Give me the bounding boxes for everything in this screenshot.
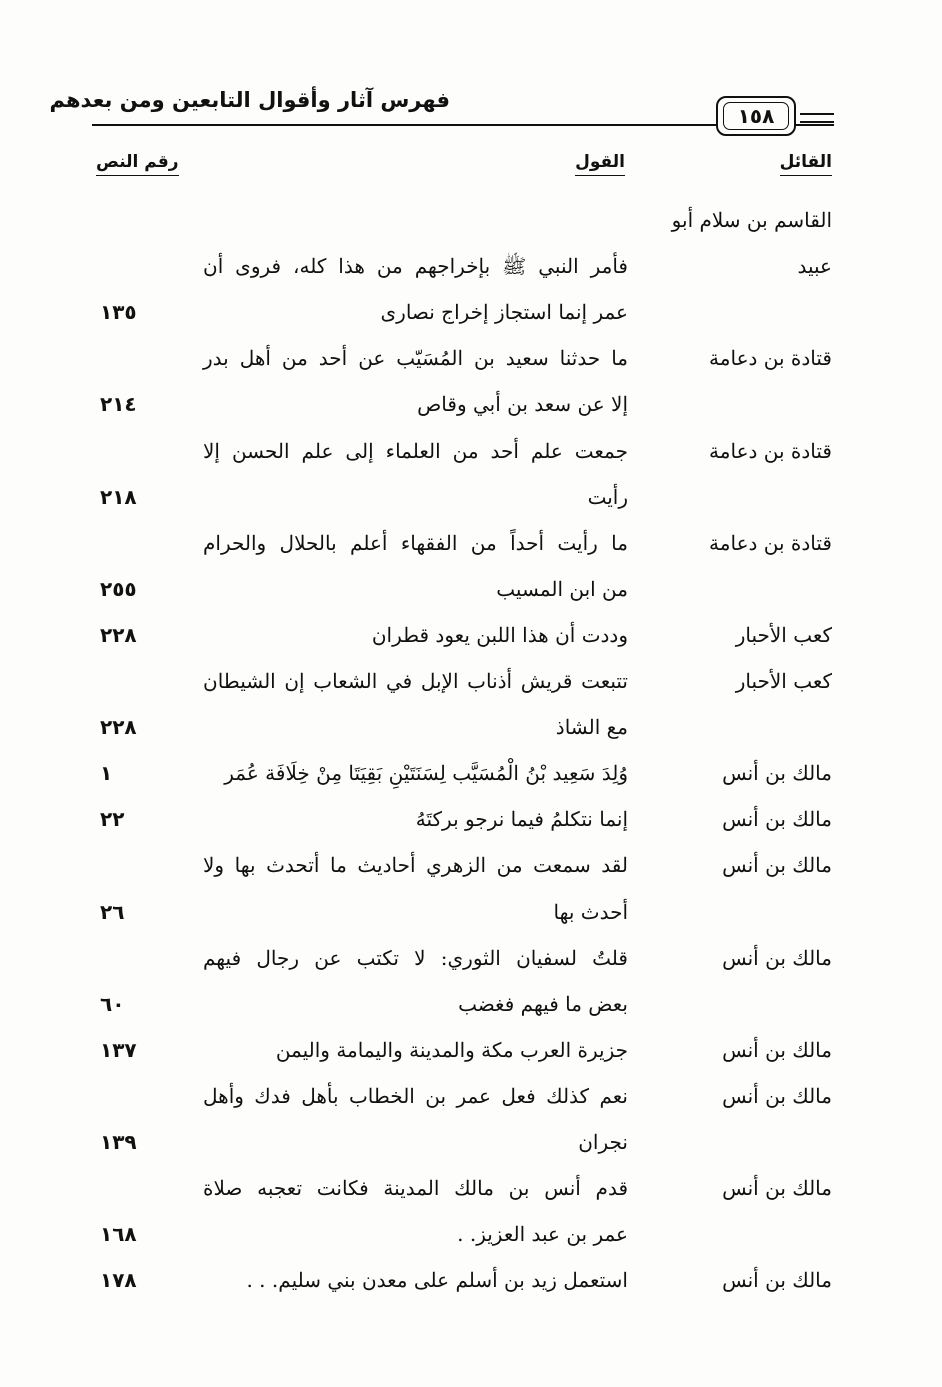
entry-saying: جمعت علم أحد من العلماء إلى علم الحسن إلا (203, 438, 628, 463)
entry-number: ٢١٤ (100, 392, 137, 417)
entry-number: ١٣٥ (100, 300, 137, 325)
entry-saying: قدم أنس بن مالك المدينة فكانت تعجبه صلاة (203, 1176, 628, 1201)
page-number: ١٥٨ (723, 102, 789, 130)
entry-saying: عمر إنما استجاز إخراج نصارى (380, 300, 628, 325)
entry-saying: عمر بن عبد العزيز. . (457, 1222, 628, 1247)
entry-number: ١ (100, 761, 113, 786)
entry-saying: تتبعت قريش أذناب الإبل في الشعاب إن الشيطان (203, 669, 628, 693)
column-header-number: رقم النص (96, 152, 179, 176)
entry-saying: إنما نتكلمُ فيما نرجو بركتَهُ (415, 807, 628, 832)
entry-number: ٢٢٨ (100, 715, 137, 740)
entry-saying: إلا عن سعد بن أبي وقاص (417, 392, 628, 417)
entry-speaker: مالك بن أنس (722, 761, 832, 786)
entry-speaker: عبيد (797, 254, 832, 279)
entry-number: ٦٠ (100, 991, 125, 1016)
entry-speaker: مالك بن أنس (722, 1268, 832, 1293)
column-header-speaker: القائل (780, 152, 832, 176)
entry-number: ٢٢ (100, 807, 125, 832)
entry-number: ١٣٧ (100, 1037, 137, 1062)
entry-number: ٢١٨ (100, 484, 137, 509)
page-number-frame (716, 96, 796, 136)
entry-saying: وددت أن هذا اللبن يعود قطران (371, 622, 628, 647)
entry-speaker: القاسم بن سلام أبو (671, 208, 832, 232)
entry-speaker: مالك بن أنس (722, 1176, 832, 1201)
entry-saying: استعمل زيد بن أسلم على معدن بني سليم. . . (246, 1268, 628, 1293)
entry-saying: نعم كذلك فعل عمر بن الخطاب بأهل فدك وأهل (203, 1083, 628, 1108)
entry-number: ٢٥٥ (100, 576, 137, 601)
entry-speaker: مالك بن أنس (722, 1037, 832, 1062)
entry-speaker: كعب الأحبار (735, 622, 832, 647)
header-rule-double-top (800, 113, 834, 115)
running-title: فهرس آثار وأقوال التابعين ومن بعدهم (49, 88, 450, 112)
entry-saying: وُلِدَ سَعِيد بْنُ الْمُسَيَّب لِسَنَتَيْنِ بَقِيَتَا مِنْ خِلَافَة عُمَر (224, 761, 628, 786)
entry-saying: ما حدثنا سعيد بن المُسَيّب عن أحد من أهل بدر (203, 346, 628, 371)
entry-speaker: مالك بن أنس (722, 945, 832, 970)
column-header-saying: القول (575, 152, 625, 176)
entry-saying: نجران (578, 1130, 628, 1154)
entry-saying: قلتُ لسفيان الثوري: لا تكتب عن رجال فيهم (203, 945, 628, 970)
entry-saying: لقد سمعت من الزهري أحاديث ما أتحدث بها ولا (203, 853, 628, 878)
entry-number: ٢٢٨ (100, 622, 137, 647)
entry-saying: رأيت (587, 484, 628, 509)
entry-number: ٢٦ (100, 899, 125, 924)
entry-speaker: كعب الأحبار (735, 669, 832, 693)
entry-speaker: مالك بن أنس (722, 853, 832, 878)
entry-speaker: قتادة بن دعامة (709, 530, 832, 555)
entry-number: ١٣٩ (100, 1130, 137, 1154)
entry-speaker: قتادة بن دعامة (709, 438, 832, 463)
entry-speaker: مالك بن أنس (722, 1083, 832, 1108)
entry-number: ١٦٨ (100, 1222, 137, 1247)
entry-speaker: مالك بن أنس (722, 807, 832, 832)
entry-saying: جزيرة العرب مكة والمدينة واليمامة واليمن (275, 1037, 628, 1062)
entry-saying: بعض ما فيهم فغضب (458, 991, 628, 1016)
entry-saying: فأمر النبي ﷺ بإخراجهم من هذا كله، فروى أن (203, 254, 628, 279)
entry-saying: ما رأيت أحداً من الفقهاء أعلم بالحلال والحرام (203, 530, 628, 555)
entry-saying: من ابن المسيب (496, 576, 628, 601)
entry-speaker: قتادة بن دعامة (709, 346, 832, 371)
entry-saying: أحدث بها (553, 899, 628, 924)
entry-saying: مع الشاذ (555, 715, 628, 740)
entry-number: ١٧٨ (100, 1268, 137, 1293)
header-rule-double-bottom (800, 121, 834, 123)
